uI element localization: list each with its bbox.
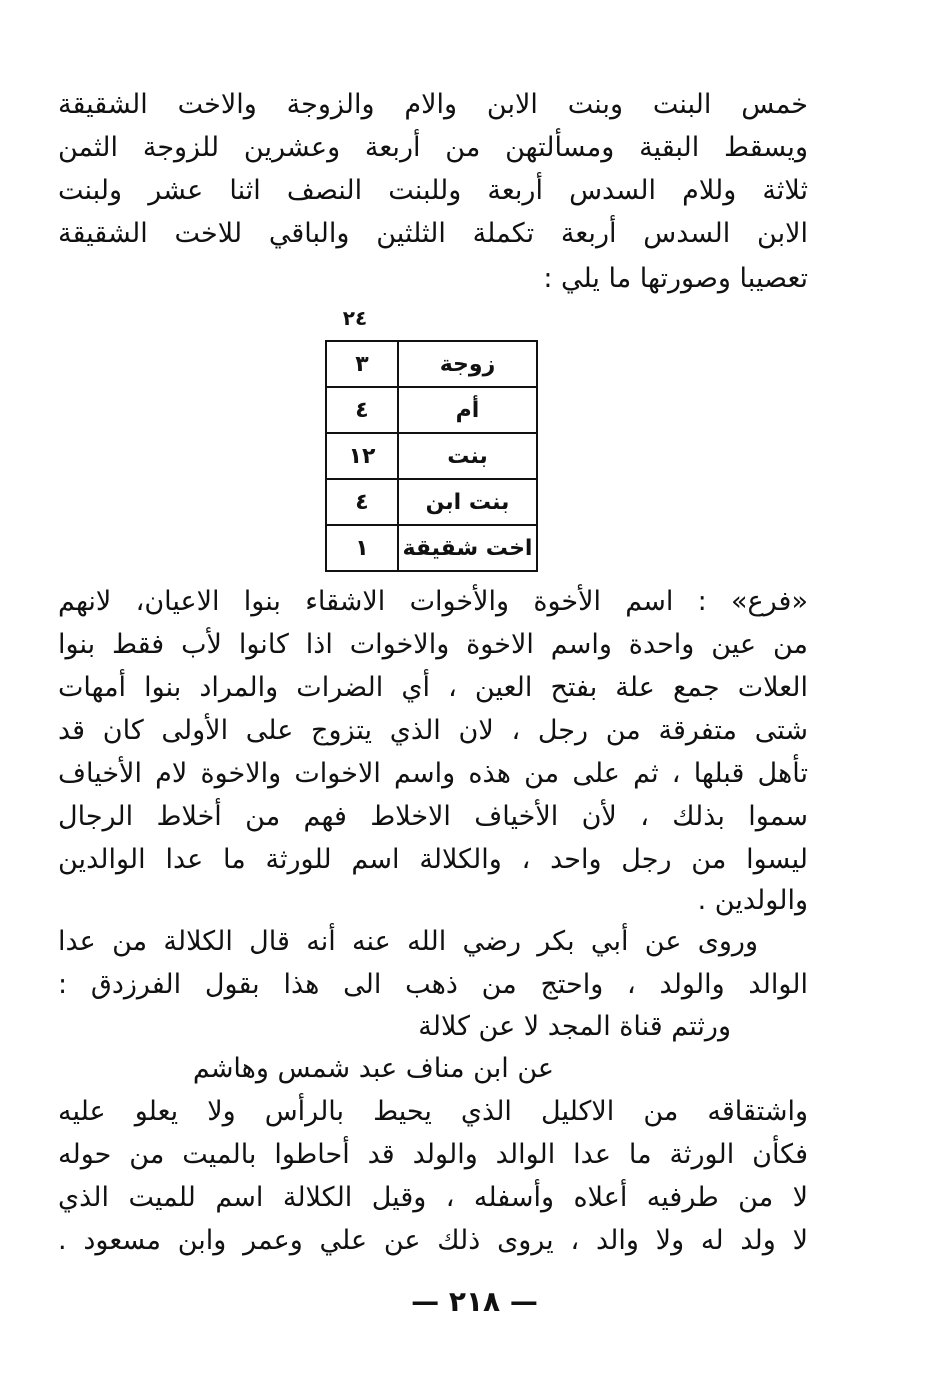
text-line: تأهل قبلها ، ثم على من هذه واسم الاخوات والاخوة لام الأخياف [58, 758, 808, 789]
table-row [326, 387, 537, 433]
heir-cell: اخت شقيقة [398, 525, 537, 571]
table-row [326, 525, 537, 571]
text-line: لا من طرفيه أعلاه وأسفله ، وقيل الكلالة اسم للميت الذي [58, 1182, 808, 1213]
share-cell: ١٢ [326, 433, 398, 479]
text-line: شتى متفرقة من رجل ، لان الذي يتزوج على الأولى كان قد [58, 715, 808, 746]
table-row [326, 433, 537, 479]
table-row [326, 341, 537, 387]
share-cell: ٤ [326, 479, 398, 525]
text-line: ليسوا من رجل واحد ، والكلالة اسم للورثة ما عدا الوالدين [58, 844, 808, 875]
text-line: الابن السدس أربعة تكملة الثلثين والباقي للاخت الشقيقة [58, 218, 808, 249]
heir-cell: بنت [398, 433, 537, 479]
text-line: تعصيبا وصورتها ما يلي : [543, 263, 808, 294]
text-line: لا ولد له ولا والد ، يروى ذلك عن علي وعمر وابن مسعود . [58, 1225, 808, 1256]
share-cell: ١ [326, 525, 398, 571]
heir-cell: أم [398, 387, 537, 433]
share-cell: ٤ [326, 387, 398, 433]
text-line: سموا بذلك ، لأن الأخياف الاخلاط فهم من أخلاط الرجال [58, 801, 808, 832]
text-line: والولدين . [697, 885, 808, 916]
heir-cell: بنت ابن [398, 479, 537, 525]
text-line: فكأن الورثة ما عدا الوالد والولد قد أحاطوا بالميت من حوله [58, 1139, 808, 1170]
text-line: الوالد والولد ، واحتج من ذهب الى هذا بقول الفرزدق : [58, 969, 808, 1000]
verse-line: عن ابن مناف عبد شمس وهاشم [192, 1053, 554, 1084]
verse-line: ورثتم قناة المجد لا عن كلالة [418, 1011, 731, 1042]
text-line: ثلاثة وللام السدس أربعة وللبنت النصف اثنا عشر ولبنت [58, 175, 808, 206]
text-line: ويسقط البقية ومسألتهن من أربعة وعشرين للزوجة الثمن [58, 132, 808, 163]
share-cell: ٣ [326, 341, 398, 387]
table-row [326, 479, 537, 525]
table-base-number: ٢٤ [342, 306, 368, 330]
text-line: واشتقاقه من الاكليل الذي يحيط بالرأس ولا يعلو عليه [58, 1096, 808, 1127]
text-line: وروى عن أبي بكر رضي الله عنه أنه قال الكلالة من عدا [58, 926, 758, 957]
text-line: العلات جمع علة بفتح العين ، أي الضرات والمراد بنوا أمهات [58, 672, 808, 703]
text-line: من عين واحدة واسم الاخوة والاخوات اذا كانوا لأب فقط بنوا [58, 629, 808, 660]
page-number: — ٢١٨ — [411, 1285, 538, 1318]
text-line: خمس البنت وبنت الابن والام والزوجة والاخت الشقيقة [58, 89, 808, 120]
inheritance-table [325, 340, 538, 572]
text-line: «فرع» : اسم الأخوة والأخوات الاشقاء بنوا الاعيان، لانهم [58, 586, 808, 617]
heir-cell: زوجة [398, 341, 537, 387]
